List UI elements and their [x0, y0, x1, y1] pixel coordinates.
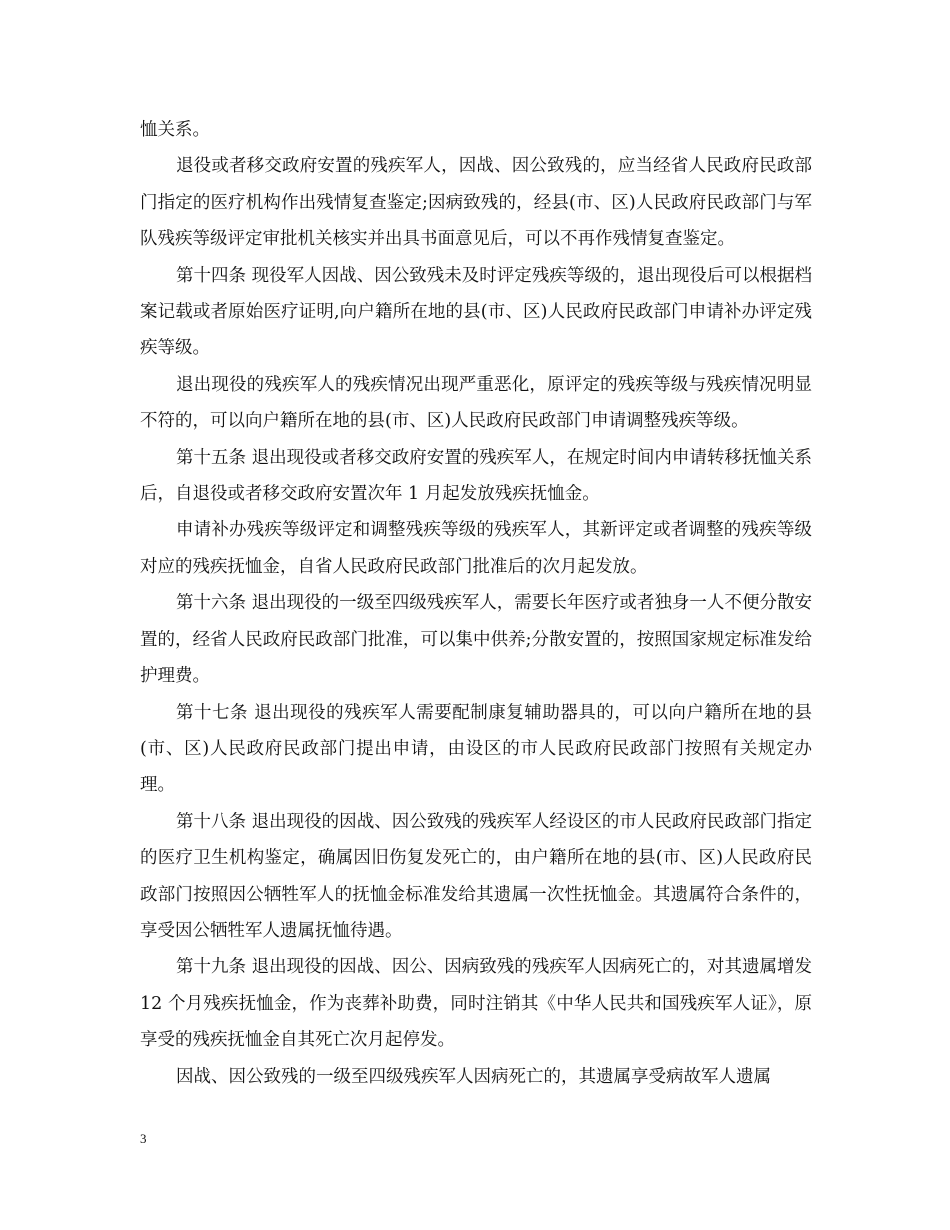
paragraph: 退役或者移交政府安置的残疾军人，因战、因公致残的，应当经省人民政府民政部门指定的医疗机构作出残情复查鉴定;因病致残的，经县(市、区)人民政府民政部门与军队残疾等级评定审批机关核实并出具书面意见后，可以不再作残情复查鉴定。 — [140, 156, 812, 250]
paragraph: 申请补办残疾等级评定和调整残疾等级的残疾军人，其新评定或者调整的残疾等级对应的残疾抚恤金，自省人民政府民政部门批准后的次月起发放。 — [140, 520, 812, 577]
paragraph: 退出现役的残疾军人的残疾情况出现严重恶化，原评定的残疾等级与残疾情况明显不符的，可以向户籍所在地的县(市、区)人民政府民政部门申请调整残疾等级。 — [140, 374, 812, 432]
article-14-paragraph: 第十四条 现役军人因战、因公致残未及时评定残疾等级的，退出现役后可以根据档案记载或者原始医疗证明,向户籍所在地的县(市、区)人民政府民政部门申请补办评定残疾等级。 — [140, 265, 812, 359]
document-body — [140, 112, 812, 1095]
article-17-paragraph: 第十七条 退出现役的残疾军人需要配制康复辅助器具的，可以向户籍所在地的县(市、区)人民政府民政部门提出申请，由设区的市人民政府民政部门按照有关规定办理。 — [140, 702, 812, 796]
page-number: 3 — [140, 1131, 147, 1146]
article-16-paragraph: 第十六条 退出现役的一级至四级残疾军人，需要长年医疗或者独身一人不便分散安置的，经省人民政府民政部门批准，可以集中供养;分散安置的，按照国家规定标准发给护理费。 — [140, 593, 812, 687]
article-18-paragraph: 第十八条 退出现役的因战、因公致残的残疾军人经设区的市人民政府民政部门指定的医疗卫生机构鉴定，确属因旧伤复发死亡的，由户籍所在地的县(市、区)人民政府民政部门按照因公牺牲军人的抚恤金标准发给其遗属一次性抚恤金。其遗属符合条件的，享受因公牺牲军人遗属抚恤待遇。 — [140, 811, 812, 941]
paragraph: 因战、因公致残的一级至四级残疾军人因病死亡的，其遗属享受病故军人遗属 — [176, 1066, 771, 1087]
article-15-paragraph: 第十五条 退出现役或者移交政府安置的残疾军人，在规定时间内申请转移抚恤关系后，自退役或者移交政府安置次年 1 月起发放残疾抚恤金。 — [140, 447, 812, 505]
paragraph: 恤关系。 — [140, 120, 210, 140]
article-19-paragraph: 第十九条 退出现役的因战、因公、因病致残的残疾军人因病死亡的，对其遗属增发 12 个月残疾抚恤金，作为丧葬补助费，同时注销其《中华人民共和国残疾军人证》，原享受的残疾抚恤金自其死亡次月起停发。 — [140, 957, 812, 1051]
